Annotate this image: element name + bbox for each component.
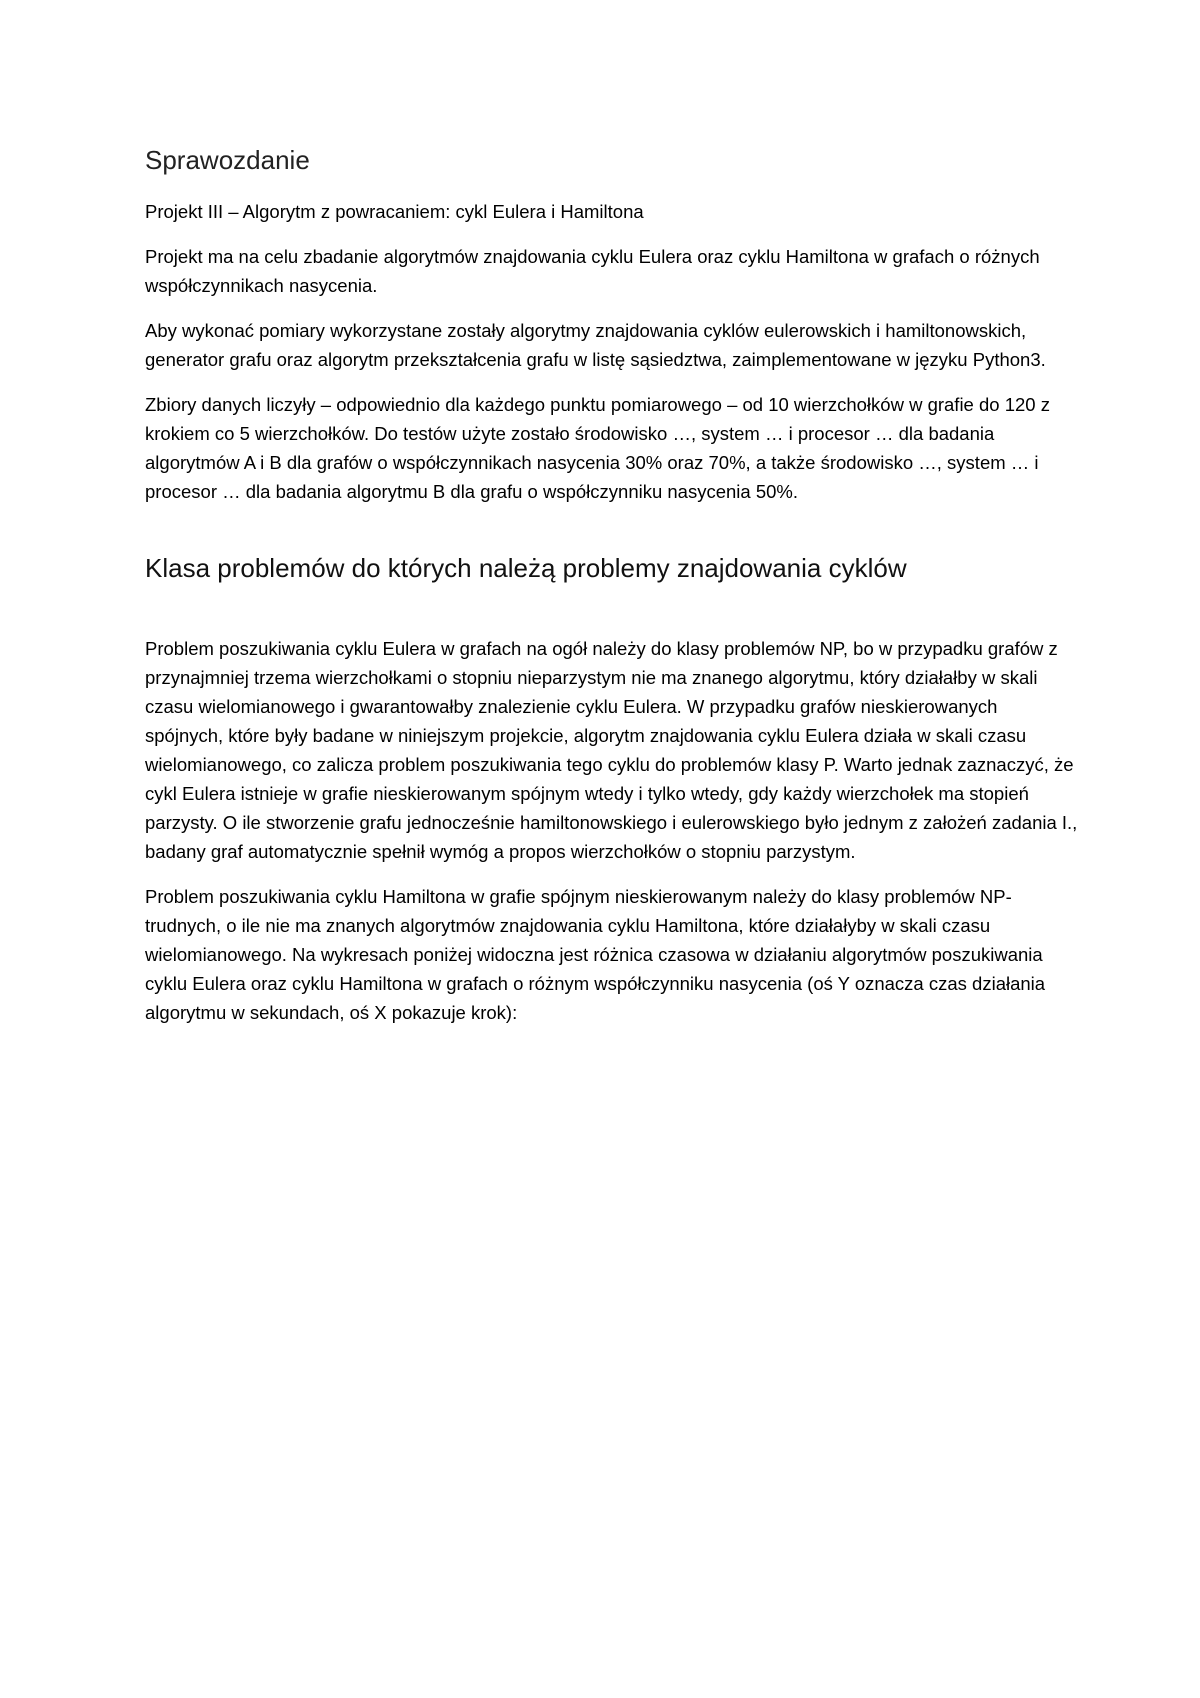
section-heading-problem-class: Klasa problemów do których należą problemy znajdowania cyklów [145, 553, 907, 583]
project-subtitle: Projekt III – Algorytm z powracaniem: cykl Eulera i Hamiltona [145, 201, 644, 222]
intro-paragraph-datasets: Zbiory danych liczyły – odpowiednio dla każdego punktu pomiarowego – od 10 wierzchołków w grafie do 120 z krokiem co 5 wierzchołków. Do testów użyte zostało środowisko …, system … i procesor … dla badania algorytmów A i B dla grafów o współczynnikach nasycenia 30% oraz 70%, a także środowisko …, system … i procesor … dla badania algorytmu B dla grafu o współczynniku nasycenia 50%. [145, 394, 1050, 502]
section-paragraph-euler: Problem poszukiwania cyklu Eulera w grafach na ogół należy do klasy problemów NP, bo w przypadku grafów z przynajmniej trzema wierzchołkami o stopniu nieparzystym nie ma znanego algorytmu, który działałby w skali czasu wielomianowego i gwarantowałby znalezienie cyklu Eulera. W przypadku grafów nieskierowanych spójnych, które były badane w niniejszym projekcie, algorytm znajdowania cyklu Eulera działa w skali czasu wielomianowego, co zalicza problem poszukiwania tego cyklu do problemów klasy P. Warto jednak zaznaczyć, że cykl Eulera istnieje w grafie nieskierowanym spójnym wtedy i tylko wtedy, gdy każdy wierzchołek ma stopień parzysty. O ile stworzenie grafu jednocześnie hamiltonowskiego i eulerowskiego było jednym z założeń zadania I., badany graf automatycznie spełnił wymóg a propos wierzchołków o stopniu parzystym. [145, 638, 1078, 862]
section-paragraph-hamilton: Problem poszukiwania cyklu Hamiltona w grafie spójnym nieskierowanym należy do klasy problemów NP-trudnych, o ile nie ma znanych algorytmów znajdowania cyklu Hamiltona, które działałyby w skali czasu wielomianowego. Na wykresach poniżej widoczna jest różnica czasowa w działaniu algorytmów poszukiwania cyklu Eulera oraz cyklu Hamiltona w grafach o różnym współczynniku nasycenia (oś Y oznacza czas działania algorytmu w sekundach, oś X pokazuje krok): [145, 886, 1046, 1023]
intro-paragraph-tools: Aby wykonać pomiary wykorzystane zostały algorytmy znajdowania cyklów eulerowskich i hamiltonowskich, generator grafu oraz algorytm przekształcenia grafu w listę sąsiedztwa, zaimplementowane w języku Python3. [145, 320, 1046, 370]
document-content [145, 142, 1080, 1043]
intro-paragraph-purpose: Projekt ma na celu zbadanie algorytmów znajdowania cyklu Eulera oraz cyklu Hamiltona w grafach o różnych współczynnikach nasycenia. [145, 246, 1040, 296]
document-title: Sprawozdanie [145, 145, 310, 175]
